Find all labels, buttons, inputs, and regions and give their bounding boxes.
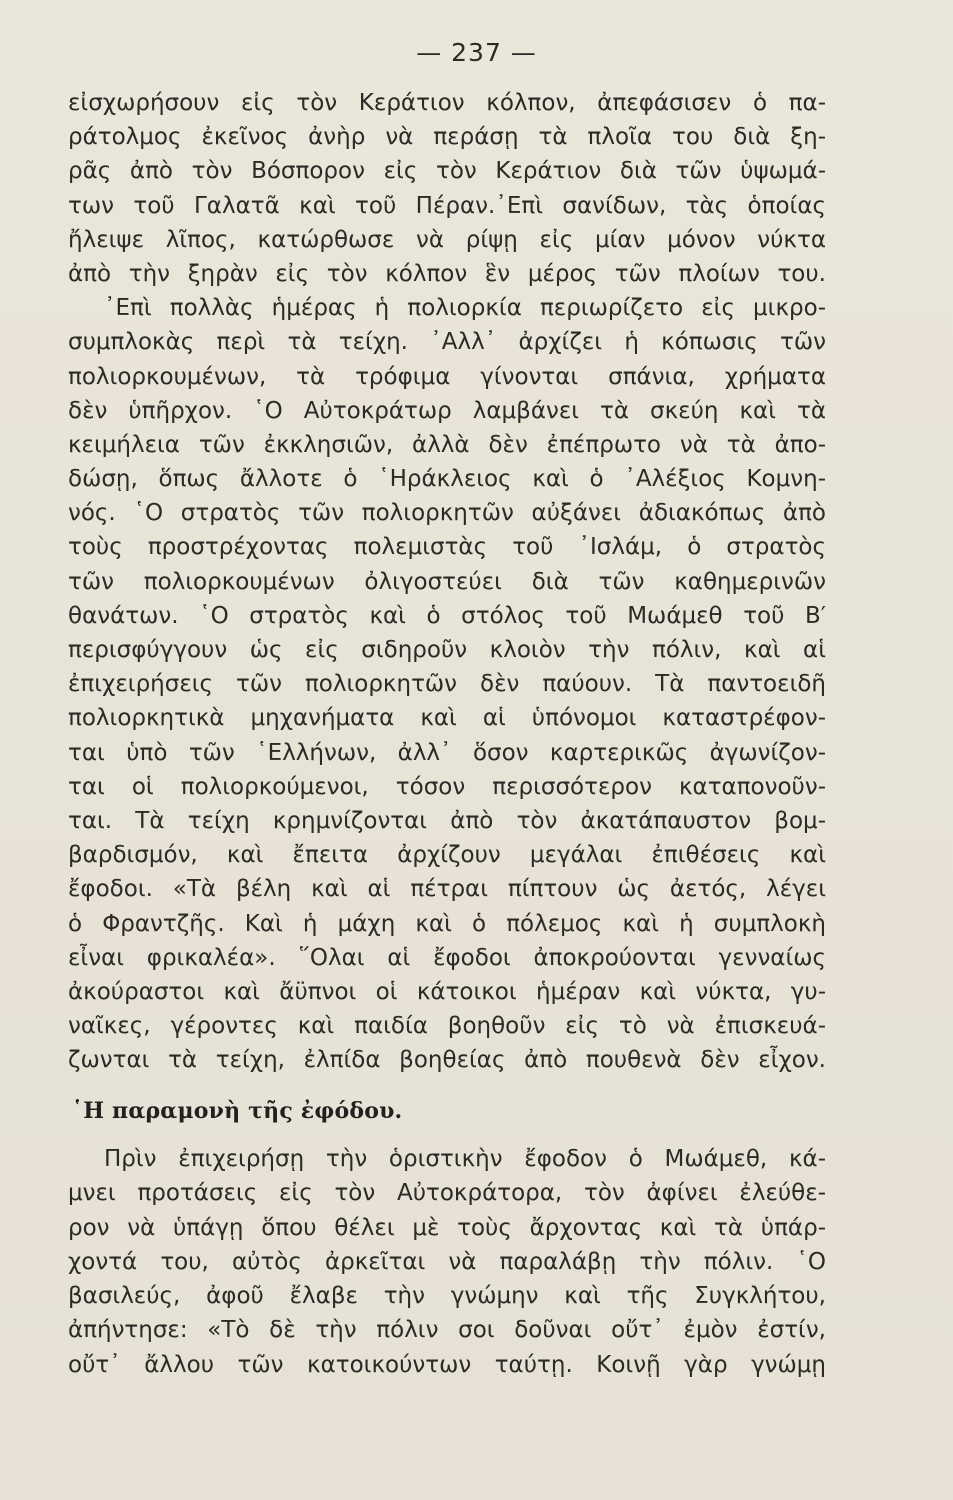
text-line: ἀπὸ τὴν ξηρὰν εἰς τὸν κόλπον ἓν μέρος τῶν πλοίων του. <box>68 260 826 287</box>
text-line: Πρὶν ἐπιχειρήσῃ τὴν ὁριστικὴν ἔφοδον ὁ Μωάμεθ, κά- <box>104 1146 826 1172</box>
main-paragraph <box>68 86 826 1077</box>
text-line: ἐπιχειρήσεις τῶν πολιορκητῶν δὲν παύουν. Τὰ παντοειδῆ <box>68 671 826 698</box>
text-line: ἀκούραστοι καὶ ἄϋπνοι οἱ κάτοικοι ἡμέραν καὶ νύκτα, γυ- <box>68 978 826 1005</box>
text-line: ρον νὰ ὑπάγῃ ὅπου θέλει μὲ τοὺς ἄρχοντας καὶ τὰ ὑπάρ- <box>68 1214 826 1241</box>
text-line: πολιορκητικὰ μηχανήματα καὶ αἱ ὑπόνομοι καταστρέφον- <box>68 705 826 732</box>
section-paragraph <box>68 1142 826 1382</box>
text-line: ράτολμος ἐκεῖνος ἀνὴρ νὰ περάσῃ τὰ πλοῖα του διὰ ξη- <box>68 124 826 151</box>
page-number: — 237 — <box>416 38 537 67</box>
text-line: ἤλειψε λῖπος, κατώρθωσε νὰ ρίψῃ εἰς μίαν μόνον νύκτα <box>68 226 826 253</box>
text-line: δώσῃ, ὅπως ἄλλοτε ὁ ῾Ηράκλειος καὶ ὁ ᾿Αλέξιος Κομνη- <box>68 466 826 493</box>
text-line: νός. ῾Ο στρατὸς τῶν πολιορκητῶν αὐξάνει ἀδιακόπως ἀπὸ <box>68 500 826 527</box>
text-line: ᾿Επὶ πολλὰς ἡμέρας ἡ πολιορκία περιωρίζετο εἰς μικρο- <box>104 295 826 322</box>
text-line: οὔτ᾿ ἄλλου τῶν κατοικούντων ταύτῃ. Κοινῇ γὰρ γνώμῃ <box>68 1351 826 1378</box>
text-line: συμπλοκὰς περὶ τὰ τείχη. ᾿Αλλ᾿ ἀρχίζει ἡ κόπωσις τῶν <box>68 329 826 356</box>
text-line: ναῖκες, γέροντες καὶ παιδία βοηθοῦν εἰς τὸ νὰ ἐπισκευά- <box>68 1013 826 1040</box>
text-line: ται ὑπὸ τῶν ῾Ελλήνων, ἀλλ᾿ ὅσον καρτερικῶς ἀγωνίζον- <box>68 739 826 766</box>
text-line: δὲν ὑπῆρχον. ῾Ο Αὐτοκράτωρ λαμβάνει τὰ σκεύη καὶ τὰ <box>68 397 826 424</box>
text-line: εἶναι φρικαλέα». ῞Ολαι αἱ ἔφοδοι ἀποκρούονται γενναίως <box>68 944 826 971</box>
text-line: ρᾶς ἀπὸ τὸν Βόσπορον εἰς τὸν Κεράτιον διὰ τῶν ὑψωμά- <box>68 158 826 185</box>
text-line: θανάτων. ῾Ο στρατὸς καὶ ὁ στόλος τοῦ Μωάμεθ τοῦ Β′ <box>68 602 826 629</box>
text-line: ζωνται τὰ τείχη, ἐλπίδα βοηθείας ἀπὸ πουθενὰ δὲν εἶχον. <box>68 1047 826 1074</box>
text-line: εἰσχωρήσουν εἰς τὸν Κεράτιον κόλπον, ἀπεφάσισεν ὁ πα- <box>68 90 826 116</box>
text-line: τῶν πολιορκουμένων ὀλιγοστεύει διὰ τῶν καθημερινῶν <box>68 568 826 595</box>
text-line: περισφύγγουν ὡς εἰς σιδηροῦν κλοιὸν τὴν πόλιν, καὶ αἱ <box>68 637 826 663</box>
text-line: χοντά του, αὐτὸς ἀρκεῖται νὰ παραλάβῃ τὴν πόλιν. ῾Ο <box>68 1248 826 1275</box>
text-line: βαρδισμόν, καὶ ἔπειτα ἀρχίζουν μεγάλαι ἐπιθέσεις καὶ <box>68 842 826 869</box>
text-line: ται. Τὰ τείχη κρημνίζονται ἀπὸ τὸν ἀκατάπαυστον βομ- <box>68 807 826 834</box>
text-line: ται οἱ πολιορκούμενοι, τόσον περισσότερον καταπονοῦν- <box>68 773 826 800</box>
text-line: μνει προτάσεις εἰς τὸν Αὐτοκράτορα, τὸν ἀφίνει ἐλεύθε- <box>68 1180 826 1207</box>
section-heading: ῾Η παραμονὴ τῆς ἐφόδου. <box>72 1098 403 1124</box>
text-line: ὁ Φραντζῆς. Καὶ ἡ μάχη καὶ ὁ πόλεμος καὶ ἡ συμπλοκὴ <box>68 910 826 937</box>
text-line: πολιορκουμένων, τὰ τρόφιμα γίνονται σπάνια, χρήματα <box>68 363 826 390</box>
text-line: ἔφοδοι. «Τὰ βέλη καὶ αἱ πέτραι πίπτουν ὡς ἀετός, λέγει <box>68 876 826 903</box>
text-line: κειμήλεια τῶν ἐκκλησιῶν, ἀλλὰ δὲν ἐπέπρωτο νὰ τὰ ἀπο- <box>68 431 826 458</box>
text-line: βασιλεύς, ἀφοῦ ἔλαβε τὴν γνώμην καὶ τῆς Συγκλήτου, <box>68 1283 826 1310</box>
text-line: των τοῦ Γαλατᾶ καὶ τοῦ Πέραν.᾿Επὶ σανίδων, τὰς ὁποίας <box>68 192 826 219</box>
text-line: τοὺς προστρέχοντας πολεμιστὰς τοῦ ᾿Ισλάμ, ὁ στρατὸς <box>68 534 826 561</box>
text-line: ἀπήντησε: «Τὸ δὲ τὴν πόλιν σοι δοῦναι οὔτ᾿ ἐμὸν ἐστίν, <box>68 1317 826 1344</box>
